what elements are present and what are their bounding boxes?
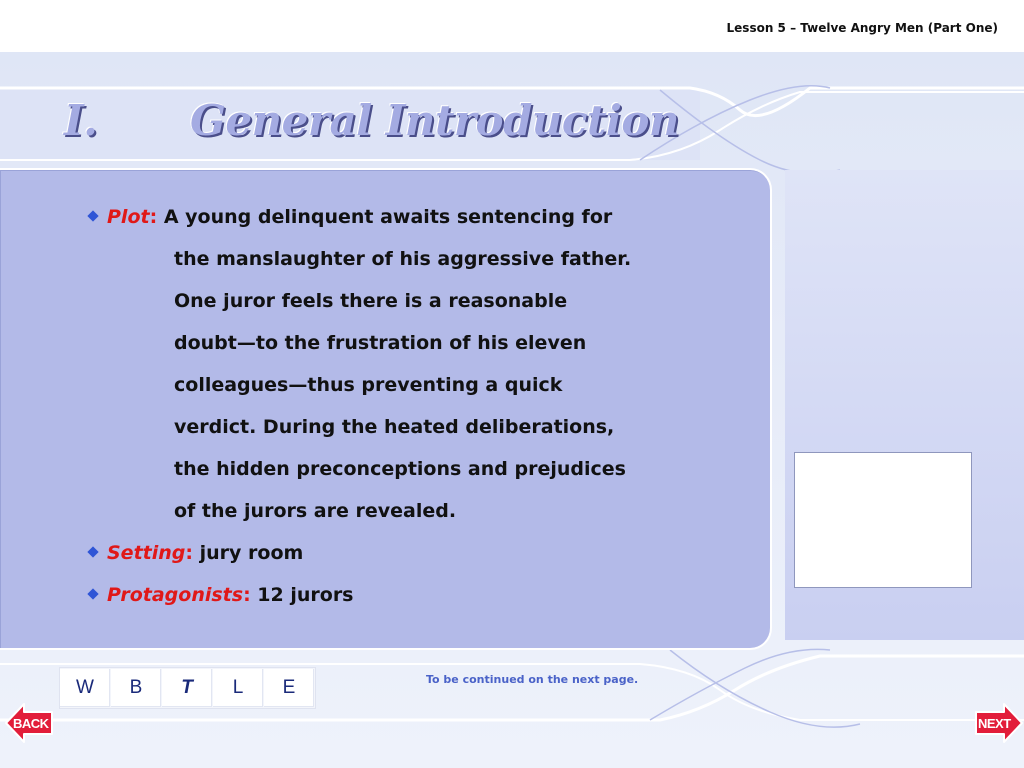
bullet-text: jury room: [199, 542, 304, 564]
bullet-list: [86, 196, 746, 616]
lesson-title: Lesson 5 – Twelve Angry Men (Part One): [726, 21, 998, 35]
bullet-term: Setting: [107, 542, 186, 564]
bullet-continuation: verdict. During the heated deliberations,: [174, 416, 615, 438]
section-title: General Introduction: [190, 96, 679, 145]
tools-bar: [59, 667, 316, 709]
bullet-plot: Plot: A young delinquent awaits sentencing for the manslaughter of his aggressive father. One juror feels there is a reasonable doubt—to the frustration of his eleven colleagues—thus preventing a quick verdict. During the heated deliberations, the hidden preconceptions and prejudices of the jurors are revealed.: [86, 196, 746, 532]
bullet-continuation: of the jurors are revealed.: [174, 500, 457, 522]
diamond-bullet-icon: [87, 546, 98, 557]
bullet-continuation: One juror feels there is a reasonable: [174, 290, 568, 312]
image-placeholder: [794, 452, 972, 588]
bullet-continuation: doubt—to the frustration of his eleven: [174, 332, 587, 354]
continue-note: To be continued on the next page.: [426, 673, 639, 686]
bullet-continuation: colleagues—thus preventing a quick: [174, 374, 563, 396]
bullet-term: Protagonists: [107, 584, 244, 606]
next-label: NEXT: [978, 716, 1011, 731]
bullet-setting: Setting: jury room: [86, 532, 746, 574]
bullet-continuation: the hidden preconceptions and prejudices: [174, 458, 626, 480]
diamond-bullet-icon: [87, 588, 98, 599]
tool-button-w[interactable]: W: [60, 669, 110, 707]
diamond-bullet-icon: [87, 210, 98, 221]
bullet-term: Plot: [107, 206, 150, 228]
section-numeral: I.: [64, 96, 98, 145]
tool-button-l[interactable]: L: [213, 669, 263, 707]
page-title: [64, 96, 679, 145]
tool-button-e[interactable]: E: [264, 669, 314, 707]
bullet-continuation: the manslaughter of his aggressive father.: [174, 248, 632, 270]
bullet-text: A young delinquent awaits sentencing for: [163, 206, 613, 228]
back-button[interactable]: [4, 702, 54, 744]
tool-button-t[interactable]: T: [162, 669, 212, 707]
back-label: BACK: [13, 716, 49, 731]
tool-button-b[interactable]: B: [111, 669, 161, 707]
bullet-protagonists: Protagonists: 12 jurors: [86, 574, 746, 616]
next-button[interactable]: [974, 702, 1024, 744]
bullet-text: 12 jurors: [257, 584, 354, 606]
